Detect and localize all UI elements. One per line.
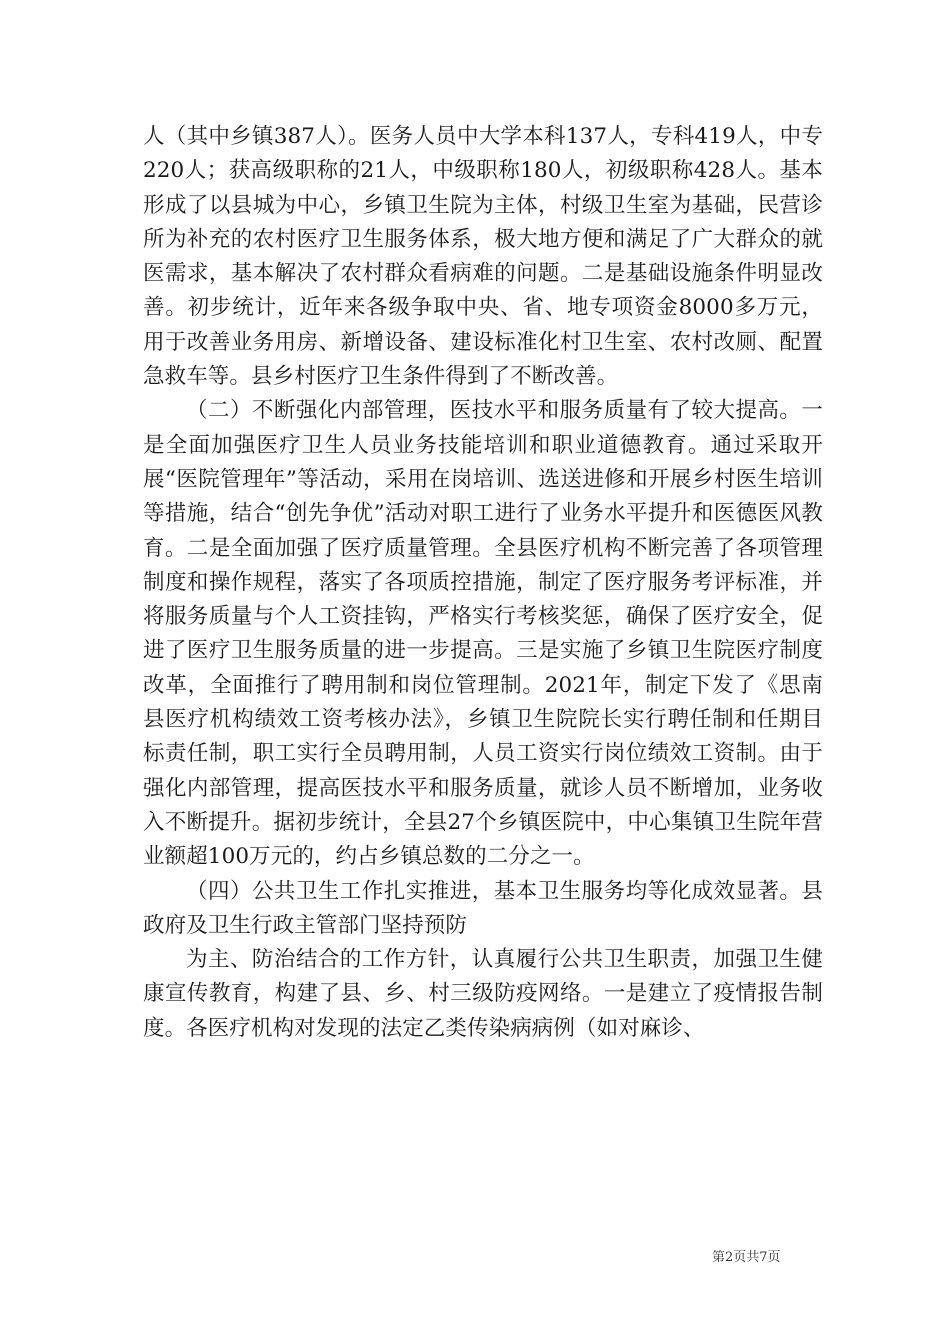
paragraph-1: 人（其中乡镇387人）。医务人员中大学本科137人，专科419人，中专220人；获高级职称的21人，中级职称180人，初级职称428人。基本形成了以县城为中心，乡镇卫生院为主体，村级卫生室为基础，民营诊所为补充的农村医疗卫生服务体系，极大地方便和满足了广大群众的就医需求，基本解决了农村群众看病难的问题。二是基础设施条件明显改善。初步统计，近年来各级争取中央、省、地专项资金8000多万元，用于改善业务用房、新增设备、建设标准化村卫生室、农村改厕、配置急救车等。县乡村医疗卫生条件得到了不断改善。 (143, 124, 823, 390)
page-number: 第2页共7页 (712, 1250, 781, 1265)
paragraph-2: （二）不断强化内部管理，医技水平和服务质量有了较大提高。一是全面加强医疗卫生人员业务技能培训和职业道德教育。通过采取开展“医院管理年”等活动，采用在岗培训、选送进修和开展乡村医生培训等措施，结合“创先争优”活动对职工进行了业务水平提升和医德医风教育。二是全面加强了医疗质量管理。全县医疗机构不断完善了各项管理制度和操作规程，落实了各项质控措施，制定了医疗服务考评标准，并将服务质量与个人工资挂钩，严格实行考核奖惩，确保了医疗安全，促进了医疗卫生服务质量的进一步提高。三是实施了乡镇卫生院医疗制度改革，全面推行了聘用制和岗位管理制。2021年，制定下发了《思南县医疗机构绩效工资考核办法》，乡镇卫生院院长实行聘任制和任期目标责任制，职工实行全员聘用制，人员工资实行岗位绩效工资制。由于强化内部管理，提高医技水平和服务质量，就诊人员不断增加，业务收入不断提升。据初步统计，全县27个乡镇医院中，中心集镇卫生院年营业额超100万元的，约占乡镇总数的二分之一。 (143, 398, 823, 870)
paragraph-3: （四）公共卫生工作扎实推进，基本卫生服务均等化成效显著。县政府及卫生行政主管部门坚持预防 (143, 878, 823, 938)
paragraph-4: 为主、防治结合的工作方针，认真履行公共卫生职责，加强卫生健康宣传教育，构建了县、乡、村三级防疫网络。一是建立了疫情报告制度。各医疗机构对发现的法定乙类传染病病例（如对麻诊、 (143, 947, 823, 1041)
body-text (143, 120, 823, 1046)
